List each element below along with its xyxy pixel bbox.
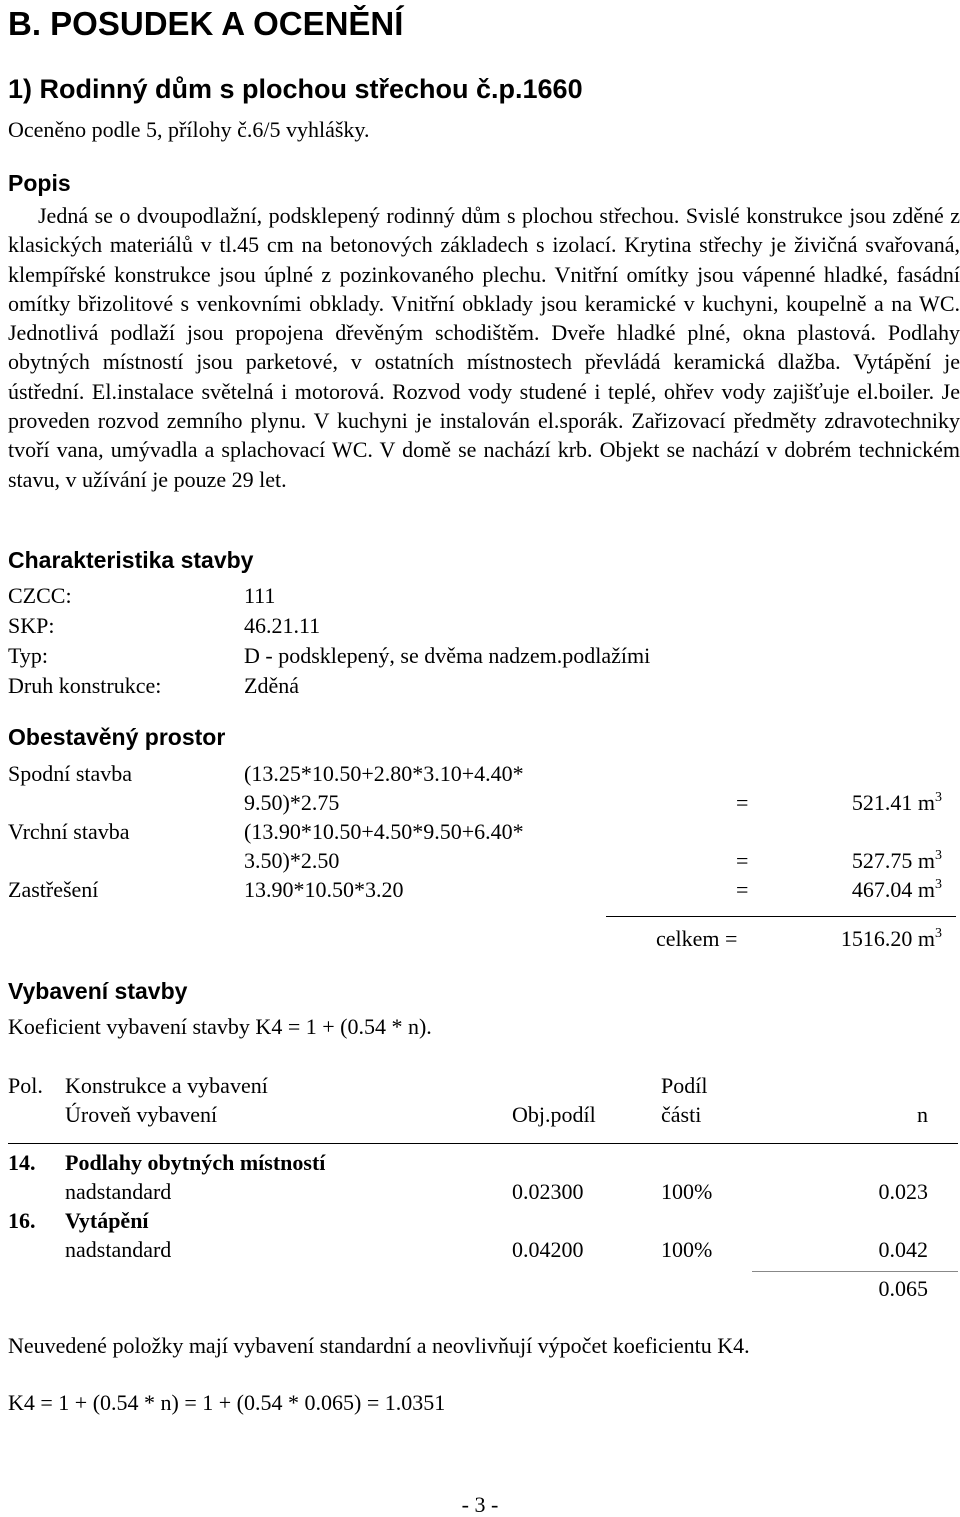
built-space-formula: (13.90*10.50+4.50*9.50+6.40* [244, 819, 524, 844]
table-row [8, 1177, 960, 1206]
built-space-row-continued [8, 846, 960, 875]
valuation-basis-line: Oceněno podle 5, přílohy č.6/5 vyhlášky. [8, 117, 370, 142]
built-space-label: Spodní stavba [8, 761, 133, 786]
item-obj-share: 0.04200 [512, 1237, 584, 1262]
built-space-heading: Obestavěný prostor [8, 724, 226, 750]
built-space-formula: (13.25*10.50+2.80*3.10+4.40* [244, 761, 524, 786]
unit-exponent: 3 [935, 790, 942, 805]
built-space-formula: 9.50)*2.75 [244, 790, 340, 815]
built-space-volume [852, 788, 942, 817]
header-level: Úroveň vybavení [65, 1102, 218, 1127]
characteristics-row [8, 671, 948, 701]
characteristics-row [8, 641, 948, 671]
characteristics-label: CZCC: [8, 583, 72, 608]
characteristics-row [8, 611, 948, 641]
total-volume [841, 924, 942, 953]
page-number: - 3 - [461, 1492, 499, 1517]
equipment-note: Neuvedené položky mají vybavení standardní a neovlivňují výpočet koeficientu K4. [8, 1333, 750, 1358]
built-space-row [8, 875, 960, 904]
header-obj-share: Obj.podíl [512, 1102, 596, 1127]
unit-exponent: 3 [935, 926, 942, 941]
item-pol: 14. [8, 1150, 36, 1175]
item-n: 0.042 [878, 1237, 928, 1262]
coefficient-formula: Koeficient vybavení stavby K4 = 1 + (0.54 * n). [8, 1014, 432, 1039]
house-title: 1) Rodinný dům s plochou střechou č.p.1660 [8, 74, 583, 104]
header-pol: Pol. [8, 1073, 43, 1098]
characteristics-value: 111 [244, 583, 276, 608]
built-space-formula: 13.90*10.50*3.20 [244, 877, 404, 902]
volume-value: 527.75 m [851, 848, 935, 873]
equals-sign: = [736, 848, 749, 873]
sum-divider [752, 1271, 958, 1272]
equals-sign: = [736, 790, 749, 815]
characteristics-value: 46.21.11 [244, 613, 321, 638]
item-level: nadstandard [65, 1237, 172, 1262]
table-header-row [8, 1100, 960, 1129]
header-share: Podíl [661, 1073, 708, 1098]
volume-value: 521.41 m [851, 790, 935, 815]
item-obj-share: 0.02300 [512, 1179, 584, 1204]
built-space-label: Vrchní stavba [8, 819, 130, 844]
item-level: nadstandard [65, 1179, 172, 1204]
unit-exponent: 3 [935, 848, 942, 863]
description-heading: Popis [8, 170, 71, 196]
table-row [8, 1206, 960, 1235]
characteristics-label: Druh konstrukce: [8, 673, 162, 698]
item-n: 0.023 [878, 1179, 928, 1204]
table-row [8, 1148, 960, 1177]
item-share: 100% [661, 1179, 713, 1204]
characteristics-row [8, 581, 948, 611]
sum-divider [606, 916, 956, 917]
built-space-formula: 3.50)*2.50 [244, 848, 340, 873]
item-share: 100% [661, 1237, 713, 1262]
built-space-total-row [8, 924, 960, 953]
description-text: Jedná se o dvoupodlažní, podsklepený rodinný dům s plochou střechou. Svislé konstrukce jsou zděné z klasických materiálů v tl.45 cm na betonových základech s izolací. Krytina střechy je živičná svařovaná, klempířské konstrukce jsou úplné z pozinkovaného plechu. Vnitřní omítky jsou vápenné hladké, fasádní omítky břizolitové s venkovními obklady. Vnitřní obklady jsou keramické v kuchyni, koupelně a na WC. Jednotlivá podlaží jsou propojena dřevěným schodištěm. Dveře hladké plné, okna plastová. Podlahy obytných místností jsou parketové, v ostatních místnostech převládá keramická dlažba. Vytápění je ústřední. El.instalace světelná i motorová. Rozvod vody studené i teplé, ohřev vody zajišťuje el.boiler. Je proveden rozvod zemního plynu. V kuchyni je instalován el.sporák. Zařizovací předměty zdravotechniky tvoří vana, umývadla a splachovací WC. V domě se nachází krb. Objekt se nachází v dobrém technickém stavu, v užívání je pouze 29 let. [8, 203, 960, 492]
unit-exponent: 3 [935, 877, 942, 892]
built-space-row [8, 759, 960, 788]
volume-value: 467.04 m [851, 877, 935, 902]
total-label: celkem = [656, 926, 738, 951]
table-header-row [8, 1071, 960, 1100]
built-space-row-continued [8, 788, 960, 817]
characteristics-label: SKP: [8, 613, 55, 638]
main-title: B. POSUDEK A OCENĚNÍ [8, 5, 404, 42]
characteristics-label: Typ: [8, 643, 49, 668]
characteristics-value: Zděná [244, 673, 299, 698]
k4-result: K4 = 1 + (0.54 * n) = 1 + (0.54 * 0.065) = 1.0351 [8, 1390, 446, 1415]
item-name: Vytápění [65, 1208, 149, 1233]
sum-n: 0.065 [878, 1276, 928, 1301]
total-value: 1516.20 m [840, 926, 935, 951]
equals-sign: = [736, 877, 749, 902]
built-space-label: Zastřešení [8, 877, 99, 902]
characteristics-value: D - podsklepený, se dvěma nadzem.podlažími [244, 643, 651, 668]
table-header-divider [8, 1143, 958, 1144]
built-space-volume [852, 875, 942, 904]
characteristics-heading: Charakteristika stavby [8, 547, 254, 573]
header-construction: Konstrukce a vybavení [65, 1073, 268, 1098]
built-space-row [8, 817, 960, 846]
header-n: n [917, 1102, 928, 1127]
table-sum-row [8, 1274, 960, 1303]
item-pol: 16. [8, 1208, 36, 1233]
item-name: Podlahy obytných místností [65, 1150, 326, 1175]
table-row [8, 1235, 960, 1264]
equipment-heading: Vybavení stavby [8, 978, 188, 1004]
header-share-part: části [661, 1102, 702, 1127]
built-space-volume [852, 846, 942, 875]
